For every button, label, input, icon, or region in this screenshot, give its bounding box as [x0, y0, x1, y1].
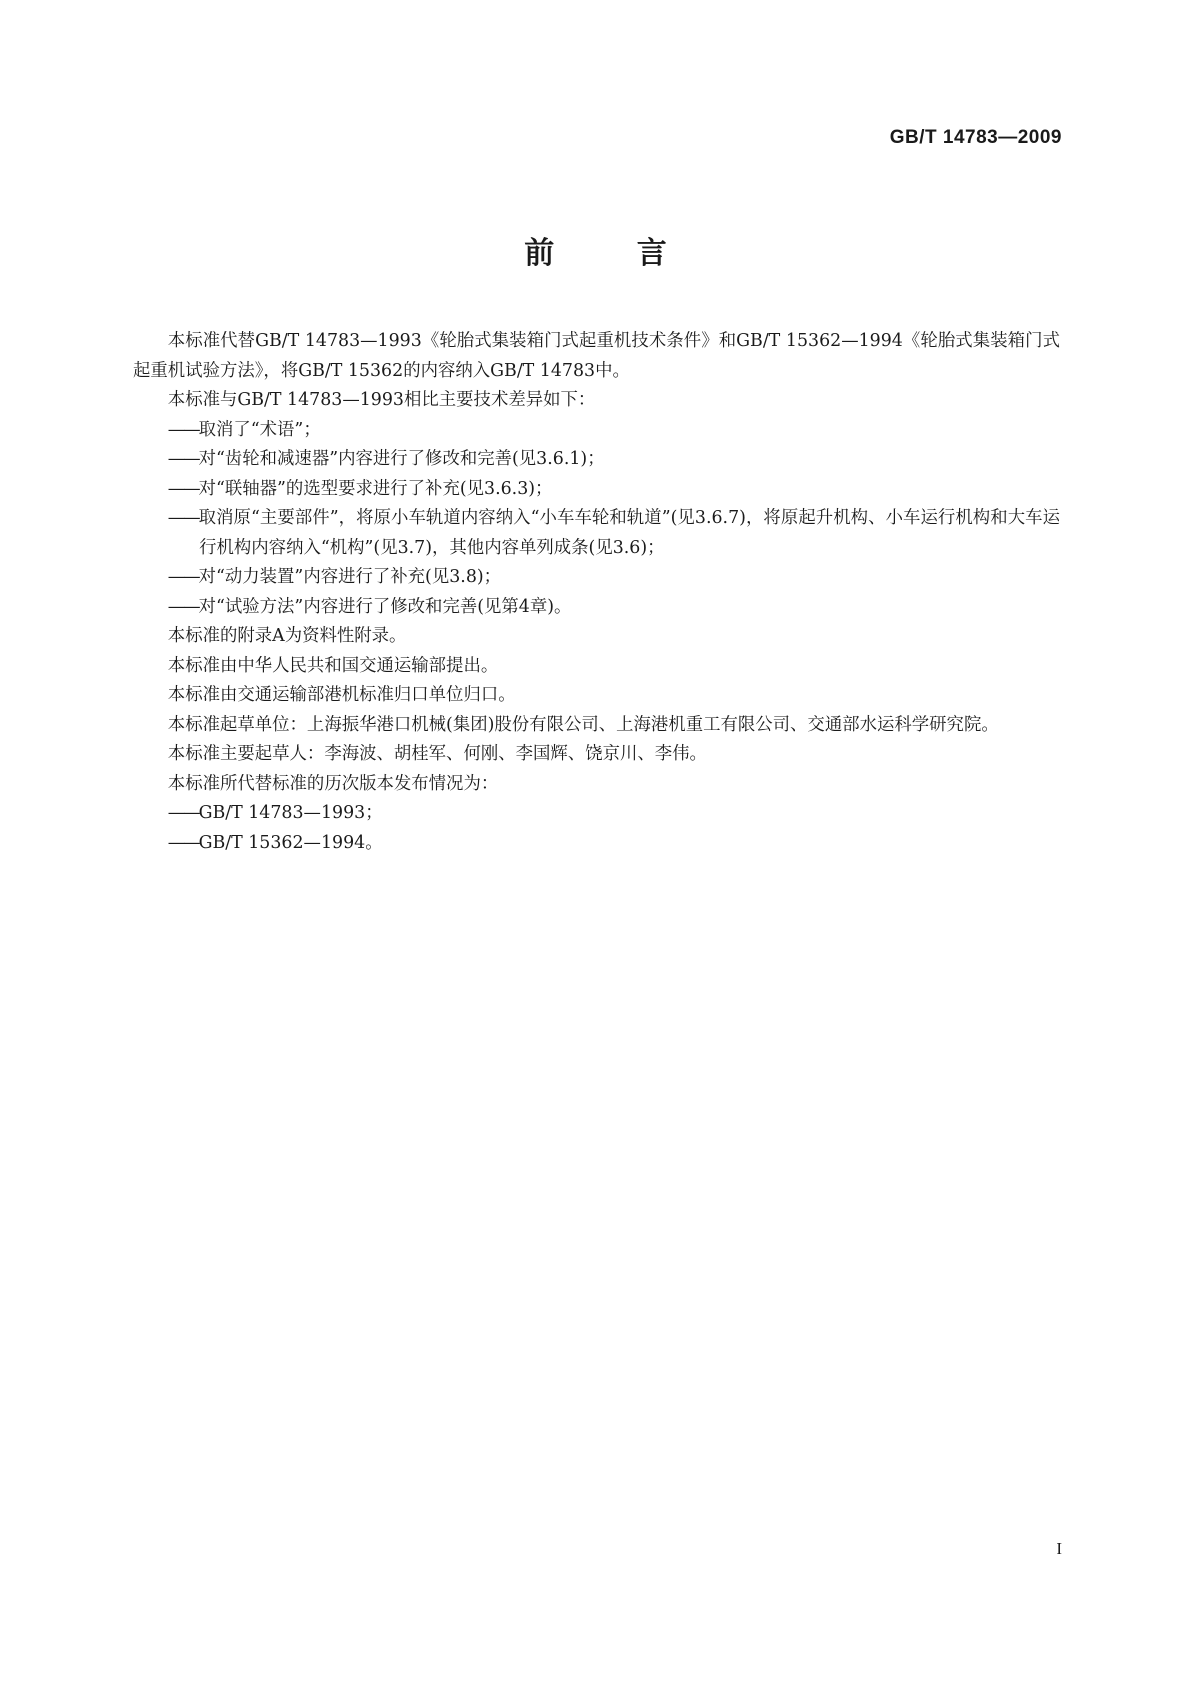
list-item: [133, 475, 1060, 505]
list-item-text: 取消了“术语”；: [198, 419, 321, 440]
standard-number: GB/T 14783—2009: [889, 127, 1062, 148]
paragraph: 本标准起草单位：上海振华港口机械(集团)股份有限公司、上海港机重工有限公司、交通部水运科学研究院。: [167, 714, 999, 735]
dash-marker: ——: [167, 419, 199, 440]
list-item: [133, 504, 1060, 563]
list-item: [133, 563, 1060, 593]
dash-marker: ——: [167, 596, 199, 617]
list-item-text: GB/T 14783—1993；: [198, 803, 383, 823]
dash-marker: ——: [167, 832, 199, 853]
document-body: [133, 327, 1060, 858]
paragraph: 本标准代替GB/T 14783—1993《轮胎式集装箱门式起重机技术条件》和GB/T 15362—1994《轮胎式集装箱门式起重机试验方法》，将GB/T 15362的内容纳入GB/T 14783中。: [133, 331, 1060, 381]
list-item-text: 取消原“主要部件”，将原小车轨道内容纳入“小车车轮和轨道”(见3.6.7)，将原起升机构、小车运行机构和大车运行机构内容纳入“机构”(见3.7)，其他内容单列成条(见3.6)；: [198, 508, 1060, 558]
list-item-text: 对“动力装置”内容进行了补充(见3.8)；: [198, 567, 502, 587]
dash-marker: ——: [167, 508, 199, 528]
dash-marker: ——: [167, 567, 199, 587]
page-title: 前 言: [524, 236, 703, 271]
list-item: [133, 829, 1060, 859]
paragraph: 本标准的附录A为资料性附录。: [167, 626, 407, 646]
list-item: [133, 416, 1060, 446]
dash-marker: ——: [167, 478, 199, 499]
list-item: [133, 799, 1060, 829]
list-item-text: 对“齿轮和减速器”内容进行了修改和完善(见3.6.1)；: [198, 449, 605, 469]
list-item-text: GB/T 15362—1994。: [198, 832, 383, 853]
list-item-text: 对“联轴器”的选型要求进行了补充(见3.6.3)；: [198, 478, 553, 499]
paragraph: 本标准所代替标准的历次版本发布情况为：: [167, 773, 499, 794]
list-item: [133, 593, 1060, 623]
dash-marker: ——: [167, 449, 199, 469]
paragraph: 本标准主要起草人：李海波、胡桂军、何刚、李国辉、饶京川、李伟。: [167, 744, 707, 764]
list-item: [133, 445, 1060, 475]
page-number: I: [1056, 1539, 1062, 1558]
dash-marker: ——: [167, 803, 199, 823]
list-item-text: 对“试验方法”内容进行了修改和完善(见第4章)。: [198, 596, 572, 617]
paragraph: 本标准与GB/T 14783—1993相比主要技术差异如下：: [167, 390, 596, 410]
paragraph: 本标准由交通运输部港机标准归口单位归口。: [167, 685, 516, 705]
paragraph: 本标准由中华人民共和国交通运输部提出。: [167, 655, 499, 676]
